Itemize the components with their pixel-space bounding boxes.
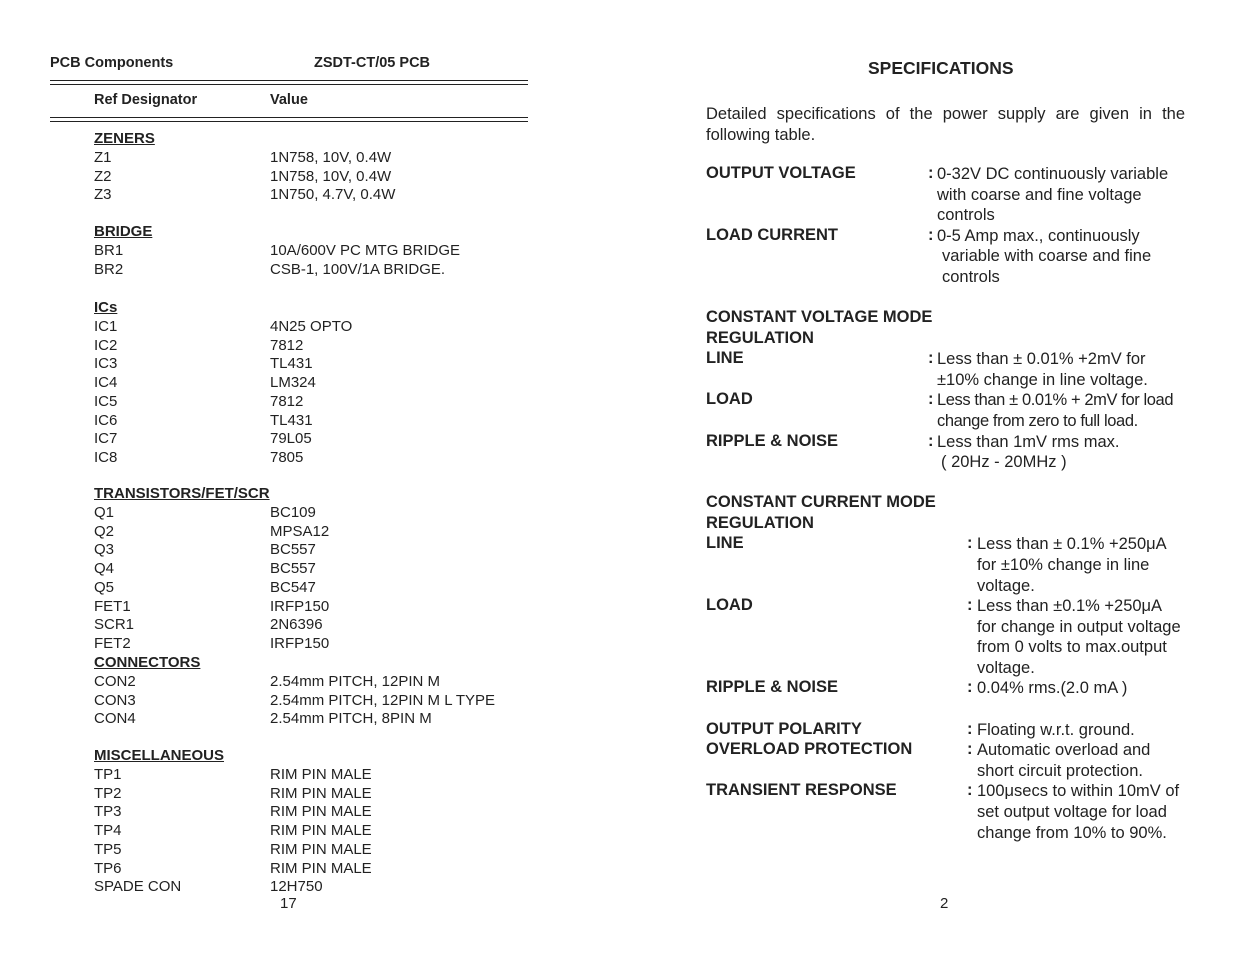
page-number-right: 2 [940,895,949,912]
spec-colon: : [967,596,973,614]
component-value: TL431 [270,411,313,429]
component-value: RIM PIN MALE [270,803,372,821]
ref-designator: TP2 [94,784,122,802]
component-value: BC557 [270,541,316,559]
ref-designator: IC2 [94,336,118,354]
spec-colon: : [967,678,973,696]
page-number-left: 17 [280,895,297,912]
intro-line-2: following table. [706,126,816,144]
ref-designator: Z3 [94,186,112,204]
section-title: MISCELLANEOUS [94,747,225,764]
component-value: 2.54mm PITCH, 12PIN M [270,673,441,690]
spec-value-line: short circuit protection. [977,762,1143,780]
spec-value-line: from 0 volts to max.output [977,638,1167,656]
spec-value-line: controls [937,206,995,224]
section-title: ICs [94,299,118,316]
ref-designator: Q4 [94,560,115,578]
spec-label: REGULATION [706,329,814,347]
ref-designator: IC7 [94,430,118,448]
double-rule-bottom [50,117,528,122]
spec-colon: : [967,781,973,799]
spec-label: TRANSIENT RESPONSE [706,781,897,799]
ref-designator: Z2 [94,167,112,185]
ref-designator: SCR1 [94,616,135,634]
spec-value-line: 0.04% rms.(2.0 mA ) [977,679,1128,697]
spec-value-line: with coarse and fine voltage [937,186,1142,204]
spec-label: OUTPUT VOLTAGE [706,164,856,182]
col-ref-designator: Ref Designator [94,92,198,108]
ref-designator: TP4 [94,822,122,840]
spec-colon: : [928,226,934,244]
component-value: 1N758, 10V, 0.4W [270,149,392,166]
ref-designator: IC6 [94,411,118,429]
spec-label: LINE [706,349,744,367]
component-value: BC557 [270,560,316,578]
component-value: 2N6396 [270,616,323,634]
component-value: 12H750 [270,878,323,896]
spec-value-line: controls [942,268,1000,286]
component-value: 2.54mm PITCH, 8PIN M [270,710,432,728]
ref-designator: Q3 [94,541,115,559]
ref-designator: SPADE CON [94,878,182,896]
component-value: IRFP150 [270,597,330,615]
spec-value-line: 100μsecs to within 10mV of [977,782,1180,800]
spec-value-line: Automatic overload and [977,741,1151,759]
component-value: 1N758, 10V, 0.4W [270,167,392,185]
spec-value-line: voltage. [977,659,1035,677]
ref-designator: IC4 [94,374,118,392]
spec-value-line: Less than ± 0.01% + 2mV for load [937,391,1174,409]
spec-label: LOAD CURRENT [706,226,838,244]
section-title: TRANSISTORS/FET/SCR [94,485,270,502]
ref-designator: CON4 [94,710,136,728]
ref-designator: TP6 [94,859,122,877]
component-value: RIM PIN MALE [270,766,372,783]
spec-value-line: 0-5 Amp max., continuously [937,227,1140,245]
intro-line-1: Detailed specifications of the power supply are given in the [706,105,1185,123]
spec-value-line: Less than ± 0.1% +250μA [977,535,1167,553]
spec-label: RIPPLE & NOISE [706,678,839,696]
ref-designator: Z1 [94,149,112,166]
spec-value-line: change from zero to full load. [937,412,1138,430]
spec-label: REGULATION [706,514,814,532]
ref-designator: TP1 [94,766,122,783]
component-value: RIM PIN MALE [270,840,372,858]
component-value: RIM PIN MALE [270,822,372,840]
spec-label: CONSTANT CURRENT MODE [706,493,936,511]
component-value: 2.54mm PITCH, 12PIN M L TYPE [270,691,496,709]
ref-designator: FET2 [94,634,131,652]
spec-label: LOAD [706,596,753,614]
ref-designator: TP3 [94,803,122,821]
pcb-components-heading: PCB Components [50,55,174,71]
spec-value-line: set output voltage for load [977,803,1167,821]
spec-colon: : [967,740,973,758]
specifications-title: SPECIFICATIONS [868,58,1014,78]
component-value: 7812 [270,336,304,354]
double-rule-top [50,80,528,85]
component-value: BC547 [270,578,316,596]
section-title: CONNECTORS [94,654,201,671]
spec-value-line: for change in output voltage [977,618,1181,636]
spec-value-line: for ±10% change in line [977,556,1150,574]
ref-designator: CON3 [94,691,136,709]
spec-colon: : [928,432,934,450]
component-value: 1N750, 4.7V, 0.4W [270,186,396,204]
spec-value-line: 0-32V DC continuously variable [937,165,1169,183]
ref-designator: IC5 [94,392,118,410]
ref-designator: IC8 [94,448,118,466]
component-value: TL431 [270,355,313,373]
component-value: RIM PIN MALE [270,859,372,877]
ref-designator: BR2 [94,260,124,278]
spec-label: LOAD [706,390,753,408]
col-value: Value [270,92,308,108]
component-value: IRFP150 [270,634,330,652]
spec-colon: : [928,390,934,408]
spec-value-line: Floating w.r.t. ground. [977,721,1135,739]
spec-value-line: ±10% change in line voltage. [937,371,1148,389]
spec-colon: : [928,164,934,182]
ref-designator: IC1 [94,318,118,335]
component-value: 7805 [270,448,304,466]
spec-label: LINE [706,534,744,552]
spec-value-line: Less than 1mV rms max. [937,433,1120,451]
ref-designator: Q2 [94,522,115,540]
component-value: 79L05 [270,430,312,448]
component-value: RIM PIN MALE [270,784,372,802]
ref-designator: Q5 [94,578,115,596]
component-value: LM324 [270,374,316,392]
spec-label: OVERLOAD PROTECTION [706,740,913,758]
ref-designator: IC3 [94,355,118,373]
component-value: 10A/600V PC MTG BRIDGE [270,242,461,259]
spec-value-line: voltage. [977,577,1035,595]
spec-value-line: change from 10% to 90%. [977,824,1167,842]
spec-label: OUTPUT POLARITY [706,720,862,738]
pcb-model-heading: ZSDT-CT/05 PCB [314,55,431,71]
section-title: BRIDGE [94,223,153,240]
component-value: 4N25 OPTO [270,318,353,335]
spec-colon: : [967,720,973,738]
spec-value-line: ( 20Hz - 20MHz ) [941,453,1067,471]
component-value: BC109 [270,504,316,521]
ref-designator: BR1 [94,242,124,259]
spec-label: CONSTANT VOLTAGE MODE [706,308,933,326]
spec-label: RIPPLE & NOISE [706,432,839,450]
component-value: 7812 [270,392,304,410]
spec-value-line: Less than ± 0.01% +2mV for [937,350,1146,368]
spec-value-line: variable with coarse and fine [942,247,1152,265]
spec-colon: : [928,349,934,367]
ref-designator: Q1 [94,504,115,521]
ref-designator: FET1 [94,597,131,615]
spec-colon: : [967,534,973,552]
component-value: MPSA12 [270,522,330,540]
spec-value-line: Less than ±0.1% +250μA [977,597,1163,615]
component-value: CSB-1, 100V/1A BRIDGE. [270,260,446,278]
ref-designator: CON2 [94,673,136,690]
ref-designator: TP5 [94,840,122,858]
section-title: ZENERS [94,130,155,147]
